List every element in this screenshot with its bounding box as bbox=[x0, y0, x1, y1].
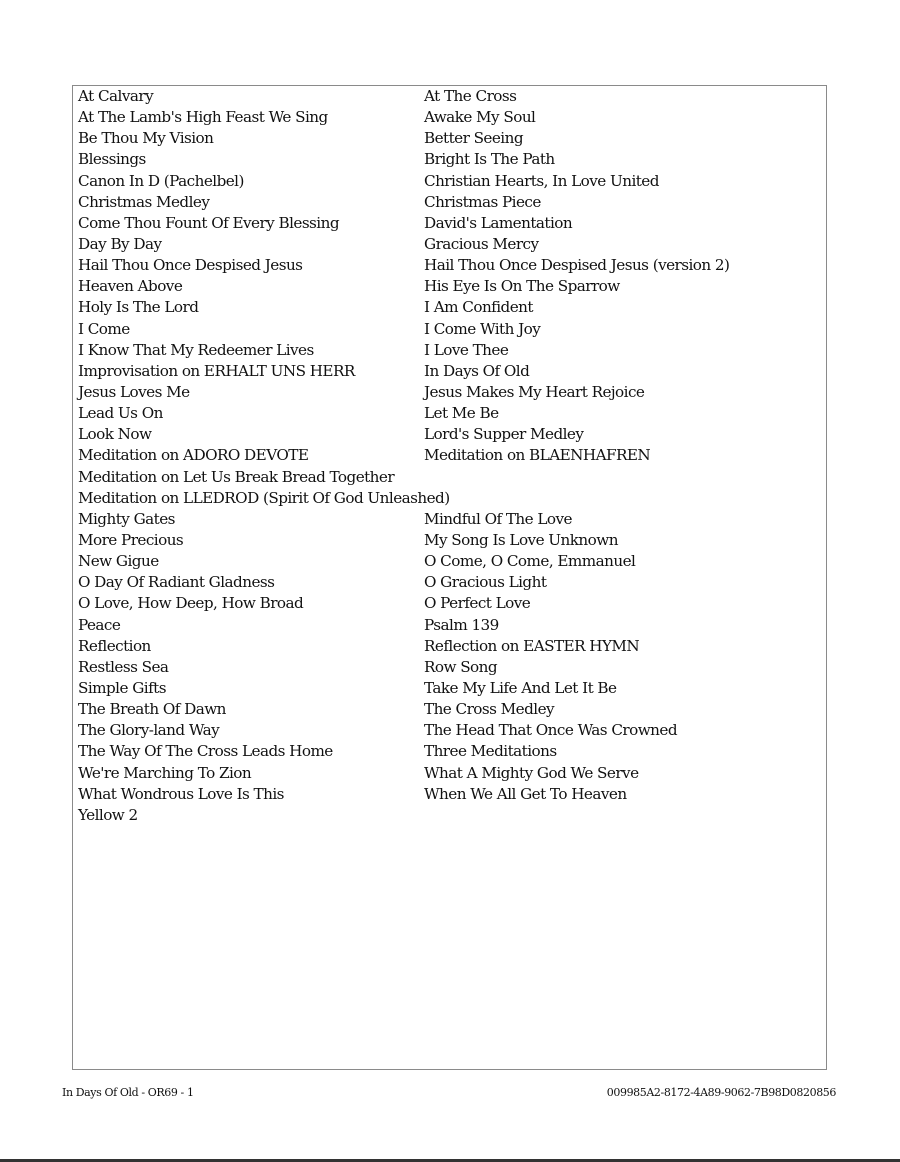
title-left: Mighty Gates bbox=[78, 509, 175, 528]
list-row bbox=[78, 424, 818, 445]
list-row bbox=[78, 192, 818, 213]
title-right: I Am Confident bbox=[424, 298, 533, 317]
list-row bbox=[78, 445, 818, 466]
list-row bbox=[78, 657, 818, 678]
list-row bbox=[78, 678, 818, 699]
title-left: Meditation on ADORO DEVOTE bbox=[78, 446, 309, 465]
list-row bbox=[78, 255, 818, 276]
title-list bbox=[78, 86, 818, 826]
title-left: More Precious bbox=[78, 530, 184, 549]
title-right: Reflection on EASTER HYMN bbox=[424, 636, 640, 655]
title-left: Hail Thou Once Despised Jesus bbox=[78, 256, 303, 275]
title-right: The Cross Medley bbox=[424, 700, 555, 719]
title-left: Look Now bbox=[78, 425, 152, 444]
title-right: Christian Hearts, In Love United bbox=[424, 171, 659, 190]
list-row bbox=[78, 530, 818, 551]
title-right: Three Meditations bbox=[424, 742, 557, 761]
title-right: O Gracious Light bbox=[424, 573, 547, 592]
list-row bbox=[78, 784, 818, 805]
list-row bbox=[78, 636, 818, 657]
title-left: Improvisation on ERHALT UNS HERR bbox=[78, 361, 355, 380]
title-left: Jesus Loves Me bbox=[78, 382, 190, 401]
title-right: David's Lamentation bbox=[424, 213, 573, 232]
title-right: His Eye Is On The Sparrow bbox=[424, 277, 620, 296]
title-right: Hail Thou Once Despised Jesus (version 2) bbox=[424, 256, 730, 275]
title-left: I Know That My Redeemer Lives bbox=[78, 340, 314, 359]
title-left: Restless Sea bbox=[78, 657, 169, 676]
list-row bbox=[78, 213, 818, 234]
title-right: My Song Is Love Unknown bbox=[424, 530, 618, 549]
footer-title: In Days Of Old - OR69 - 1 bbox=[62, 1086, 194, 1099]
title-left: The Glory-land Way bbox=[78, 721, 220, 740]
list-row bbox=[78, 86, 818, 107]
title-left: Meditation on Let Us Break Bread Together bbox=[78, 467, 395, 486]
title-left: Heaven Above bbox=[78, 277, 183, 296]
title-right: In Days Of Old bbox=[424, 361, 530, 380]
list-row bbox=[78, 551, 818, 572]
list-row bbox=[78, 593, 818, 614]
list-row bbox=[78, 467, 818, 488]
title-left: Simple Gifts bbox=[78, 678, 166, 697]
title-left: What Wondrous Love Is This bbox=[78, 784, 284, 803]
title-left: We're Marching To Zion bbox=[78, 763, 252, 782]
title-left: O Day Of Radiant Gladness bbox=[78, 573, 275, 592]
title-right: Bright Is The Path bbox=[424, 150, 555, 169]
list-row bbox=[78, 763, 818, 784]
title-right: O Perfect Love bbox=[424, 594, 531, 613]
title-left: I Come bbox=[78, 319, 130, 338]
list-row bbox=[78, 361, 818, 382]
title-left: O Love, How Deep, How Broad bbox=[78, 594, 304, 613]
title-left: Reflection bbox=[78, 636, 151, 655]
list-row bbox=[78, 319, 818, 340]
list-row bbox=[78, 382, 818, 403]
list-row bbox=[78, 276, 818, 297]
title-right: Awake My Soul bbox=[424, 108, 536, 127]
title-right: Better Seeing bbox=[424, 129, 524, 148]
title-right: Row Song bbox=[424, 657, 498, 676]
title-right: Gracious Mercy bbox=[424, 234, 539, 253]
list-row bbox=[78, 720, 818, 741]
list-row bbox=[78, 297, 818, 318]
title-left: Canon In D (Pachelbel) bbox=[78, 171, 244, 190]
title-left: New Gigue bbox=[78, 552, 159, 571]
title-right: Christmas Piece bbox=[424, 192, 541, 211]
title-right: Lord's Supper Medley bbox=[424, 425, 584, 444]
title-left: Lead Us On bbox=[78, 404, 163, 423]
footer-id: 009985A2-8172-4A89-9062-7B98D0820856 bbox=[606, 1086, 836, 1099]
title-right: Let Me Be bbox=[424, 404, 499, 423]
list-row bbox=[78, 805, 818, 826]
list-row bbox=[78, 403, 818, 424]
list-row bbox=[78, 128, 818, 149]
list-row bbox=[78, 741, 818, 762]
title-left: Yellow 2 bbox=[78, 805, 138, 824]
title-right: What A Mighty God We Serve bbox=[424, 763, 639, 782]
title-left: The Way Of The Cross Leads Home bbox=[78, 742, 333, 761]
title-right: Mindful Of The Love bbox=[424, 509, 572, 528]
title-right: I Love Thee bbox=[424, 340, 509, 359]
title-left: Meditation on LLEDROD (Spirit Of God Unleashed) bbox=[78, 488, 450, 507]
title-right: I Come With Joy bbox=[424, 319, 541, 338]
title-left: Come Thou Fount Of Every Blessing bbox=[78, 213, 340, 232]
title-left: Peace bbox=[78, 615, 121, 634]
title-left: At The Lamb's High Feast We Sing bbox=[78, 108, 328, 127]
title-left: At Calvary bbox=[78, 87, 154, 105]
title-left: Blessings bbox=[78, 150, 146, 169]
title-right: O Come, O Come, Emmanuel bbox=[424, 552, 636, 571]
list-row bbox=[78, 234, 818, 255]
title-right: When We All Get To Heaven bbox=[424, 784, 627, 803]
title-right: The Head That Once Was Crowned bbox=[424, 721, 677, 740]
list-row bbox=[78, 107, 818, 128]
list-row bbox=[78, 509, 818, 530]
title-left: The Breath Of Dawn bbox=[78, 700, 226, 719]
list-row bbox=[78, 149, 818, 170]
title-left: Holy Is The Lord bbox=[78, 298, 199, 317]
title-left: Be Thou My Vision bbox=[78, 129, 214, 148]
list-row bbox=[78, 488, 818, 509]
list-row bbox=[78, 615, 818, 636]
title-left: Day By Day bbox=[78, 234, 162, 253]
title-right: Psalm 139 bbox=[424, 615, 499, 634]
list-row bbox=[78, 699, 818, 720]
title-right: At The Cross bbox=[424, 87, 517, 105]
list-row bbox=[78, 340, 818, 361]
list-row bbox=[78, 171, 818, 192]
title-right: Jesus Makes My Heart Rejoice bbox=[424, 382, 645, 401]
title-right: Meditation on BLAENHAFREN bbox=[424, 446, 651, 465]
title-left: Christmas Medley bbox=[78, 192, 210, 211]
title-right: Take My Life And Let It Be bbox=[424, 678, 617, 697]
list-row bbox=[78, 572, 818, 593]
